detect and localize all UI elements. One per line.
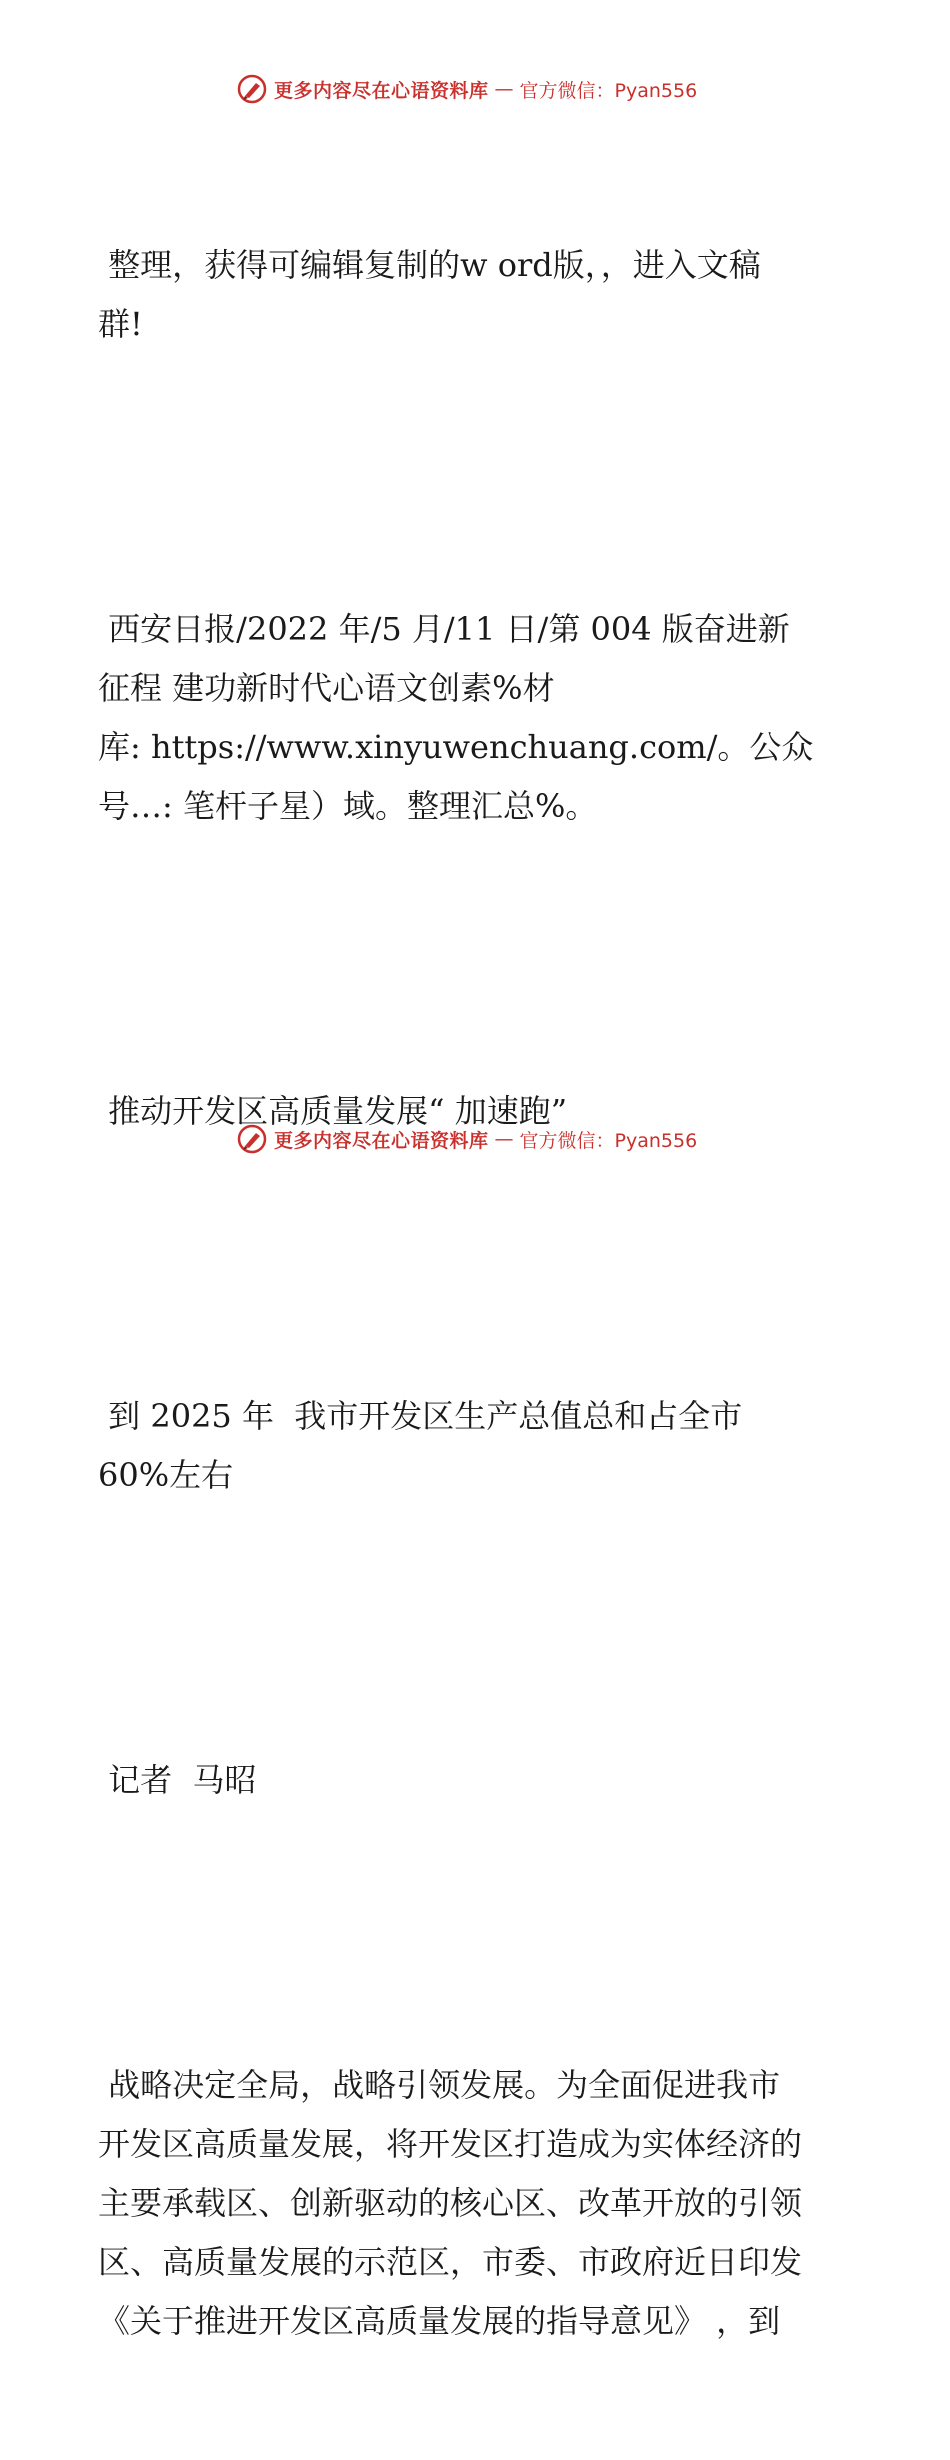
text-line: 征程 建功新时代心语文创素%材	[98, 669, 555, 707]
text-line: 战略决定全局，战略引领发展。为全面促进我市	[98, 2066, 781, 2104]
document-body	[98, 118, 858, 2460]
text-line: 整理，获得可编辑复制的w ord版，，进入文稿	[98, 246, 761, 284]
pen-logo-icon	[236, 73, 268, 105]
text-line: 号…: 笔杆子星）域。整理汇总%。	[98, 787, 598, 825]
paragraph-source	[98, 482, 858, 954]
header-watermark	[236, 72, 697, 106]
text-line: 推动开发区高质量发展“ 加速跑”	[98, 1092, 568, 1130]
text-line: 区、高质量发展的示范区，市委、市政府近日印发	[98, 2243, 803, 2281]
text-line: 群!	[98, 305, 143, 343]
text-line: 主要承载区、创新驱动的核心区、改革开放的引领	[98, 2184, 803, 2222]
watermark-text: 更多内容尽在心语资料库	[274, 79, 489, 102]
watermark-separator: —	[494, 1128, 514, 1150]
footer-watermark	[236, 1122, 697, 1156]
article-byline	[98, 1633, 858, 1928]
text-line: 开发区高质量发展，将开发区打造成为实体经济的	[98, 2125, 803, 2163]
pen-logo-icon	[236, 1123, 268, 1155]
watermark-wechat: 官方微信：Pyan556	[519, 79, 698, 102]
text-line: 记者 马昭	[98, 1761, 257, 1799]
article-subheadline	[98, 1269, 858, 1623]
text-line: 《关于推进开发区高质量发展的指导意见》 ，到	[98, 2302, 781, 2340]
watermark-wechat: 官方微信：Pyan556	[519, 1129, 698, 1152]
text-line: 到 2025 年 我市开发区生产总值总和占全市	[98, 1397, 743, 1435]
text-line: 60%左右	[98, 1456, 234, 1494]
text-line: 库: https://www.xinyuwenchuang.com/。公众	[98, 728, 814, 766]
article-body	[98, 1938, 858, 2460]
watermark-text: 更多内容尽在心语资料库	[274, 1129, 489, 1152]
text-line: 西安日报/2022 年/5 月/11 日/第 004 版奋进新	[98, 610, 790, 648]
article-headline	[98, 964, 858, 1259]
paragraph-intro	[98, 118, 858, 472]
watermark-separator: —	[494, 78, 514, 100]
